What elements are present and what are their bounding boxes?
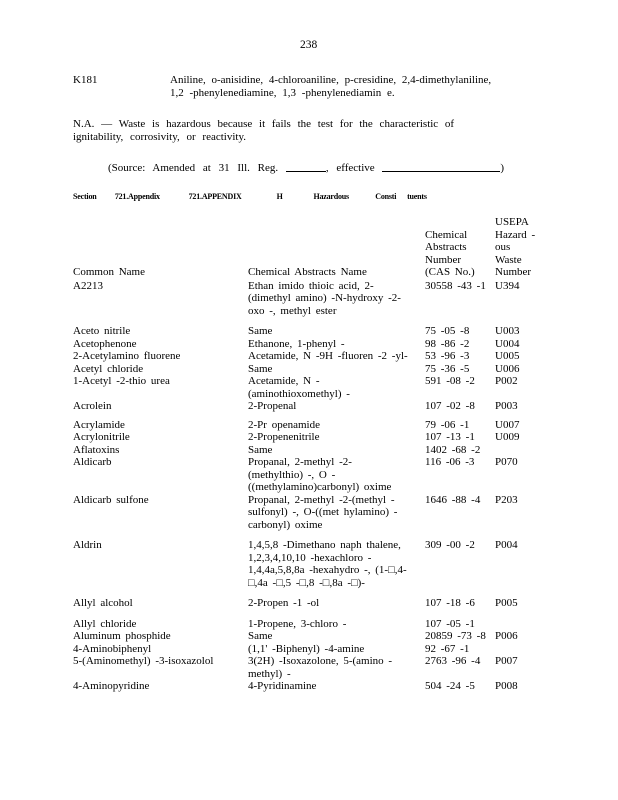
cell-chemical-name: Propanal, 2-methyl -2-(methyl - sulfonyl) -, O-((met hylamino) - carbonyl) oxime: [248, 493, 398, 531]
cell-chemical-name: Same: [248, 325, 273, 337]
waste-code-k181-description: Aniline, o-anisidine, 4-chloroaniline, p-cresidine, 2,4-dimethylaniline, 1,2 -phenylenediamine, 1,3 -phenylenediamin e.: [170, 74, 492, 99]
cell-waste-number: U007: [495, 418, 520, 431]
cell-waste-number: P003: [495, 400, 518, 412]
cell-chemical-name: Acetamide, N -9H -fluoren -2 -yl-: [248, 350, 408, 362]
cell-chemical-name: Same: [248, 443, 273, 456]
cell-cas-number: 1646 -88 -4: [425, 493, 481, 506]
na-note: N.A. — Waste is hazardous because it fails the test for the characteristic of ignitability, corrosivity, or reactivity.: [73, 118, 455, 143]
table-row: [73, 363, 543, 376]
cell-cas-number: 309 -00 -2: [425, 539, 475, 551]
table-row: [73, 400, 543, 419]
cell-waste-number: P070: [495, 456, 518, 468]
table-row: [73, 350, 543, 363]
cell-waste-number: [495, 643, 543, 656]
cell-cas-number: 504 -24 -5: [425, 680, 475, 692]
table-row: [73, 494, 543, 540]
cell-cas-number: 1402 -68 -2: [425, 443, 481, 456]
cell-waste-number: U009: [495, 431, 520, 443]
cell-common-name: Aldrin: [73, 539, 102, 551]
section-heading: [73, 190, 427, 203]
source-effective-label: effective: [336, 162, 375, 174]
cell-cas-number: 79 -06 -1: [425, 418, 470, 431]
cell-waste-number: P002: [495, 375, 518, 387]
table-row: [73, 456, 543, 494]
cell-waste-number: U394: [495, 279, 520, 292]
header-cas-number: Chemical Abstracts Number (CAS No.): [425, 228, 475, 278]
cell-waste-number: P008: [495, 680, 518, 692]
cell-chemical-name: Same: [248, 630, 273, 642]
source-line: [108, 160, 504, 175]
table-row: [73, 618, 543, 631]
source-prefix: (Source: Amended at 31 Ill. Reg.: [108, 162, 279, 174]
table-row: [73, 325, 543, 338]
cell-common-name: 5-(Aminomethyl) -3-isoxazolol: [73, 655, 214, 667]
cell-chemical-name: 1-Propene, 3-chloro -: [248, 617, 347, 630]
table-row: [73, 375, 543, 400]
hazardous-constituents-table: [73, 216, 543, 699]
appendix-label: 721.APPENDIX: [188, 192, 242, 201]
cell-chemical-name: 2-Propenal: [248, 400, 297, 412]
cell-chemical-name: 2-Pr openamide: [248, 418, 320, 431]
cell-chemical-name: 3(2H) -Isoxazolone, 5-(amino - methyl) -: [248, 655, 393, 680]
header-common-name: Common Name: [73, 266, 145, 278]
header-chemical-abstracts-name: Chemical Abstracts Name: [248, 266, 367, 278]
cell-waste-number: P203: [495, 493, 518, 506]
table-row: [73, 643, 543, 656]
source-suffix: ): [500, 162, 505, 174]
cell-cas-number: 75 -05 -8: [425, 325, 470, 337]
cell-cas-number: 591 -08 -2: [425, 375, 475, 387]
cell-common-name: 4-Aminopyridine: [73, 680, 150, 692]
cell-cas-number: 98 -86 -2: [425, 337, 470, 350]
cell-waste-number: P007: [495, 655, 518, 667]
cell-waste-number: P006: [495, 630, 518, 642]
cell-waste-number: [495, 618, 543, 631]
page-number: 238: [300, 39, 318, 51]
cell-waste-number: P004: [495, 539, 518, 551]
cell-cas-number: 30558 -43 -1: [425, 279, 486, 292]
cell-cas-number: 107 -13 -1: [425, 431, 475, 443]
cell-chemical-name: Same: [248, 362, 273, 375]
section-number: 721.Appendix: [114, 192, 160, 201]
cell-common-name: Acrylamide: [73, 418, 125, 431]
cell-cas-number: 107 -18 -6: [425, 597, 475, 609]
cell-common-name: Allyl alcohol: [73, 597, 133, 609]
constituents-part2: tuents: [407, 192, 427, 201]
cell-chemical-name: (1,1' -Biphenyl) -4-amine: [248, 642, 365, 655]
table-row: [73, 338, 543, 351]
table-row: [73, 680, 543, 699]
cell-chemical-name: Propanal, 2-methyl -2- (methylthio) -, O - ((methylamino)carbonyl) oxime: [248, 456, 392, 493]
table-row: [73, 280, 543, 326]
cell-waste-number: P005: [495, 597, 518, 609]
blank-register-volume: [286, 160, 326, 172]
cell-chemical-name: 2-Propenenitrile: [248, 431, 320, 443]
cell-cas-number: 20859 -73 -8: [425, 630, 486, 642]
header-usepa-waste-number: USEPA Hazard - ous Waste Number: [495, 216, 536, 278]
cell-waste-number: [495, 444, 543, 457]
cell-common-name: Aceto nitrile: [73, 325, 131, 337]
cell-cas-number: 116 -06 -3: [425, 456, 475, 468]
cell-waste-number: U005: [495, 350, 520, 362]
table-row: [73, 597, 543, 618]
blank-effective-date: [382, 160, 500, 172]
cell-common-name: Aflatoxins: [73, 443, 120, 456]
section-label: Section: [73, 192, 97, 201]
cell-cas-number: 107 -02 -8: [425, 400, 475, 412]
table-row: [73, 431, 543, 444]
source-comma: ,: [325, 162, 329, 174]
cell-waste-number: U006: [495, 362, 520, 375]
table-row: [73, 539, 543, 597]
cell-cas-number: 53 -96 -3: [425, 350, 470, 362]
cell-chemical-name: Ethanone, 1-phenyl -: [248, 337, 345, 350]
table-row: [73, 444, 543, 457]
cell-common-name: A2213: [73, 279, 103, 292]
cell-common-name: Acetyl chloride: [73, 362, 144, 375]
table-row: [73, 630, 543, 643]
cell-chemical-name: 4-Pyridinamine: [248, 680, 317, 692]
table-row: [73, 419, 543, 432]
constituents-part1: Consti: [375, 192, 397, 201]
table-header-row: [73, 216, 543, 280]
cell-common-name: Aldicarb sulfone: [73, 493, 149, 506]
table-row: [73, 655, 543, 680]
cell-cas-number: 107 -05 -1: [425, 617, 475, 630]
cell-chemical-name: 1,4,5,8 -Dimethano naph thalene, 1,2,3,4,10,10 -hexachloro - 1,4,4a,5,8,8a -hexahydro -, (1-□,4- □,4a -□,5 -□,8 -□,8a -□)-: [248, 539, 407, 589]
cell-common-name: 2-Acetylamino fluorene: [73, 350, 181, 362]
cell-common-name: Acetophenone: [73, 337, 137, 350]
cell-chemical-name: 2-Propen -1 -ol: [248, 597, 320, 609]
cell-cas-number: 2763 -96 -4: [425, 655, 481, 667]
cell-chemical-name: Acetamide, N - (aminothioxomethyl) -: [248, 375, 350, 400]
cell-common-name: 4-Aminobiphenyl: [73, 642, 152, 655]
cell-common-name: Acrylonitrile: [73, 431, 130, 443]
waste-code-k181: K181: [73, 74, 98, 86]
cell-common-name: Aluminum phosphide: [73, 630, 171, 642]
cell-common-name: Aldicarb: [73, 456, 112, 468]
hazardous-word: Hazardous: [313, 192, 349, 201]
cell-waste-number: U004: [495, 337, 520, 350]
cell-common-name: 1-Acetyl -2-thio urea: [73, 375, 170, 387]
cell-common-name: Acrolein: [73, 400, 112, 412]
appendix-title: [189, 190, 312, 203]
cell-cas-number: 75 -36 -5: [425, 362, 470, 375]
table-body: [73, 280, 543, 699]
cell-common-name: Allyl chloride: [73, 617, 137, 630]
cell-cas-number: 92 -67 -1: [425, 642, 470, 655]
appendix-letter: H: [276, 192, 283, 201]
cell-chemical-name: Ethan imido thioic acid, 2- (dimethyl amino) -N-hydroxy -2- oxo -, methyl ester: [248, 279, 401, 317]
cell-waste-number: U003: [495, 325, 520, 337]
